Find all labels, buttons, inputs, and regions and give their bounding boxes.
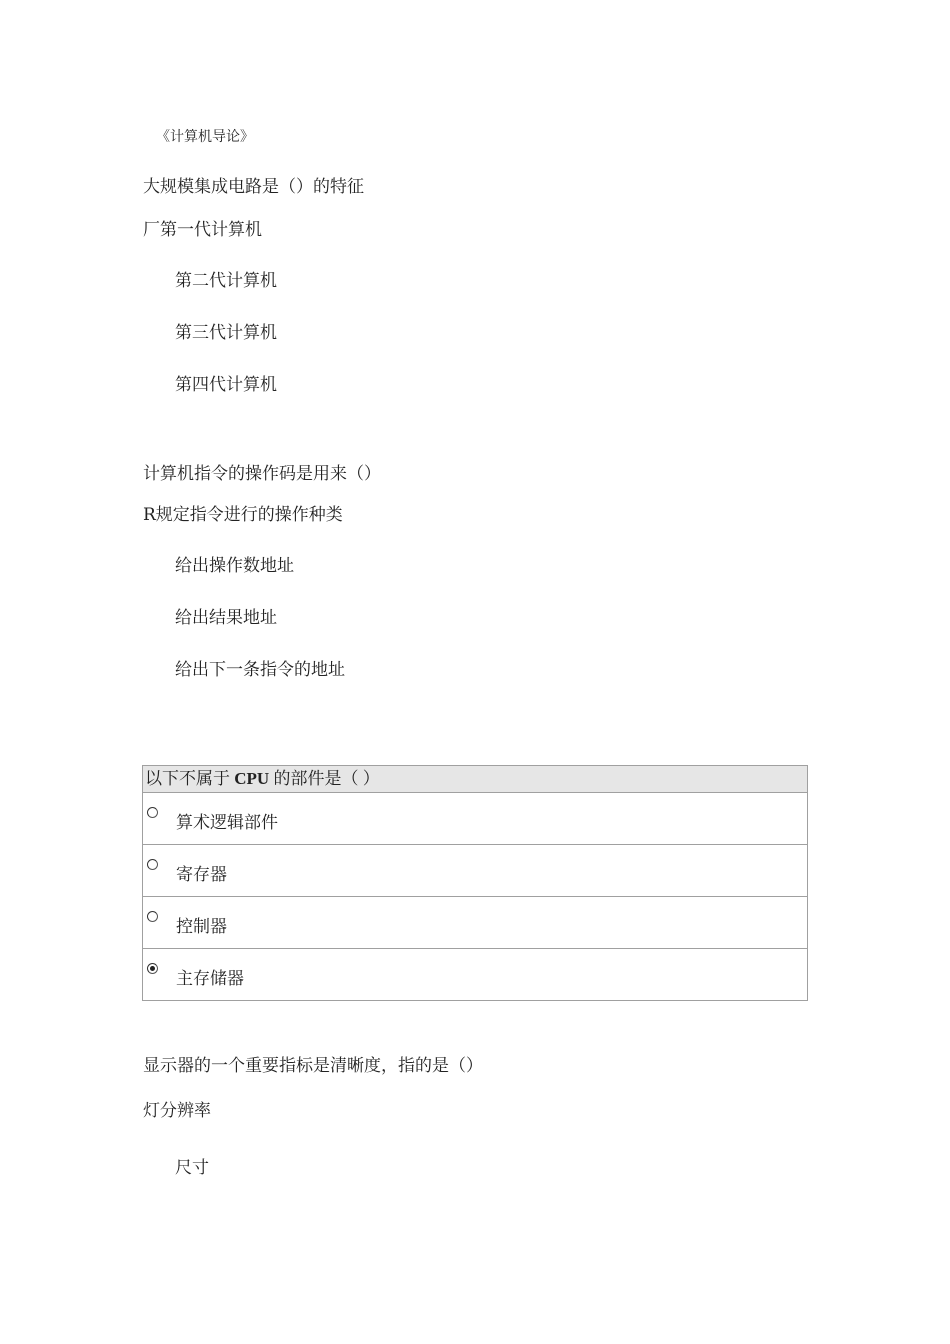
question-3-option-d-label: 主存储器 (176, 969, 244, 989)
question-3-bold-term: CPU (234, 769, 270, 788)
question-4-text: 显示器的一个重要指标是清晰度，指的是（） (143, 1056, 483, 1076)
question-1-option-a: 厂第一代计算机 (143, 220, 262, 240)
question-4-option-b: 尺寸 (175, 1158, 209, 1178)
question-3-suffix: 的部件是（ ） (273, 769, 380, 788)
radio-button-a[interactable] (147, 807, 158, 818)
question-4-option-a: 灯分辨率 (143, 1101, 211, 1121)
question-3-option-row-a[interactable] (143, 793, 807, 845)
question-2-option-c: 给出结果地址 (175, 608, 277, 628)
question-3-prefix: 以下不属于 (145, 769, 230, 788)
question-3-option-row-c[interactable] (143, 897, 807, 949)
question-3-option-row-d[interactable] (143, 949, 807, 1000)
question-3-option-b-label: 寄存器 (176, 865, 227, 885)
radio-button-d-selected[interactable] (147, 963, 158, 974)
question-2-option-a: R规定指令进行的操作种类 (143, 505, 343, 525)
question-2-option-d: 给出下一条指令的地址 (175, 660, 345, 680)
question-3-option-row-b[interactable] (143, 845, 807, 897)
question-1-text: 大规模集成电路是（）的特征 (143, 177, 364, 197)
question-3-option-c-label: 控制器 (176, 917, 227, 937)
document-title: 《计算机导论》 (156, 129, 254, 145)
radio-button-b[interactable] (147, 859, 158, 870)
question-2-option-b: 给出操作数地址 (175, 556, 294, 576)
question-1-option-b: 第二代计算机 (175, 271, 277, 291)
question-1-option-d: 第四代计算机 (175, 375, 277, 395)
radio-button-c[interactable] (147, 911, 158, 922)
question-3-header (143, 766, 807, 793)
question-1-option-c: 第三代计算机 (175, 323, 277, 343)
question-2-text: 计算机指令的操作码是用来（） (143, 464, 381, 484)
question-3-option-a-label: 算术逻辑部件 (176, 813, 278, 833)
question-3-table (142, 765, 808, 1001)
